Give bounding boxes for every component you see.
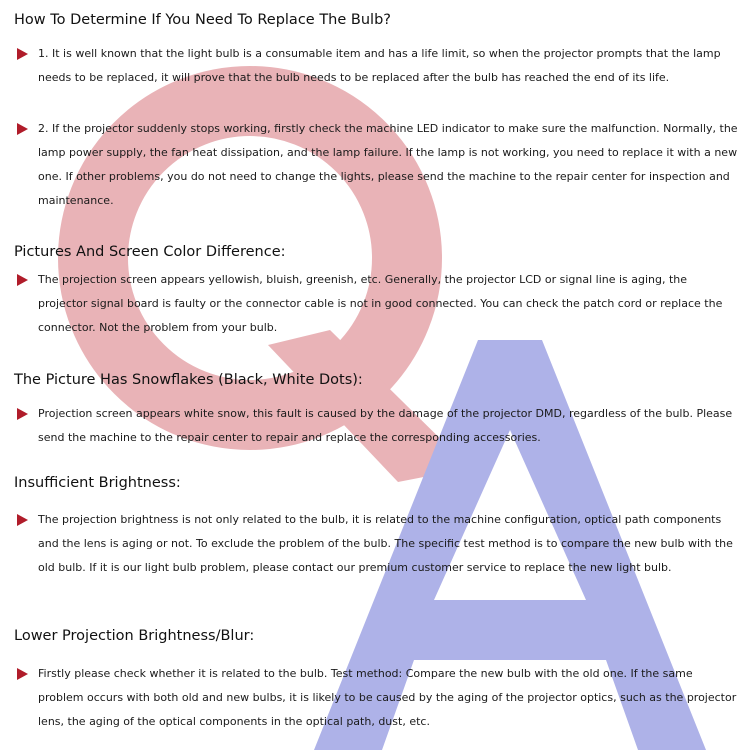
paragraph-color-difference: The projection screen appears yellowish, bluish, greenish, etc. Generally, the projector LCD or signal line is aging, the projector signal board is faulty or the connector cable is not in good connected. You can check the patch cord or replace the connector. Not the problem from your bulb. [38, 273, 723, 334]
arrow-bullet-icon [17, 408, 28, 420]
arrow-bullet-icon [17, 668, 28, 680]
section-title-snowflakes: The Picture Has Snowflakes (Black, White Dots): [14, 372, 363, 388]
arrow-bullet-icon [17, 123, 28, 135]
paragraph-replace-bulb-1: 1. It is well known that the light bulb is a consumable item and has a life limit, so when the projector prompts that the lamp needs to be replaced, it will prove that the bulb needs to be replaced after the bulb has reached the end of its life. [38, 47, 721, 84]
paragraph-lower-brightness: Firstly please check whether it is related to the bulb. Test method: Compare the new bulb with the old one. If the same problem occurs with both old and new bulbs, it is likely to be caused by the aging of the projector optics, such as the projector lens, the aging of the optical components in the optical path, dust, etc. [38, 667, 737, 728]
arrow-bullet-icon [17, 274, 28, 286]
section-title-replace-bulb: How To Determine If You Need To Replace The Bulb? [14, 12, 391, 28]
arrow-bullet-icon [17, 48, 28, 60]
section-title-color-difference: Pictures And Screen Color Difference: [14, 244, 286, 260]
paragraph-replace-bulb-2: 2. If the projector suddenly stops working, firstly check the machine LED indicator to make sure the malfunction. Normally, the lamp power supply, the fan heat dissipation, and the lamp failure. If the lamp is not working, you need to replace it with a new one. If other problems, you do not need to change the lights, please send the machine to the repair center for inspection and maintenance. [38, 122, 738, 207]
arrow-bullet-icon [17, 514, 28, 526]
paragraph-insufficient-brightness: The projection brightness is not only related to the bulb, it is related to the machine configuration, optical path components and the lens is aging or not. To exclude the problem of the bulb. The specific test method is to compare the new bulb with the old bulb. If it is our light bulb problem, please contact our premium customer service to replace the new light bulb. [38, 513, 733, 574]
section-title-lower-brightness: Lower Projection Brightness/Blur: [14, 628, 255, 644]
paragraph-snowflakes: Projection screen appears white snow, this fault is caused by the damage of the projector DMD, regardless of the bulb. Please send the machine to the repair center to repair and replace the corresponding accessories. [38, 407, 733, 444]
section-title-insufficient-brightness: Insufficient Brightness: [14, 475, 181, 491]
